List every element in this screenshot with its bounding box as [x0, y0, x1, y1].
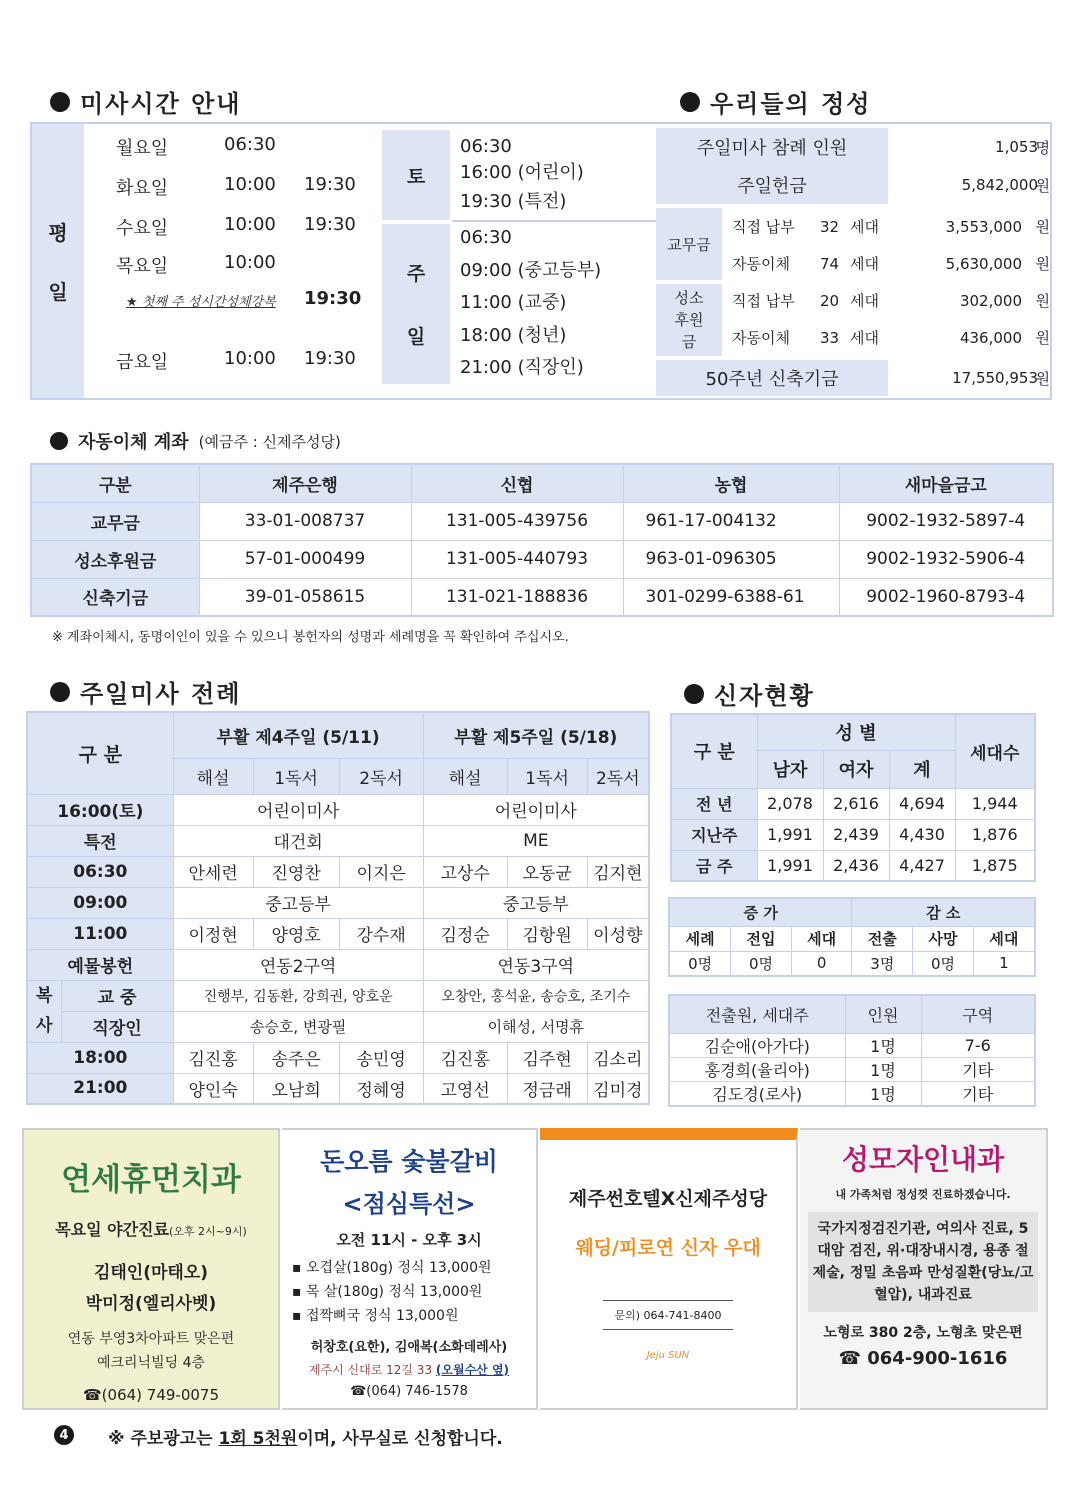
group-label: 교무금 — [656, 208, 722, 280]
cell: 송주은 — [253, 1042, 339, 1073]
cell: 송민영 — [339, 1042, 423, 1073]
accounts-note: ※ 계좌이체시, 동명이인이 있을 수 있으니 봉헌자의 성명과 세례명을 꼭 확인하여 주십시오. — [52, 630, 569, 645]
table-row — [27, 856, 649, 887]
row-label: 신축기금 — [31, 578, 199, 616]
bullet-icon — [680, 92, 700, 112]
ad-address: 예크리닉빌딩 4층 — [96, 1355, 206, 1371]
table-row — [31, 540, 1053, 578]
ad-subtitle: <점심특선> — [342, 1190, 476, 1218]
row-label: 성소후원금 — [31, 540, 199, 578]
table-header: 세대 — [791, 926, 852, 951]
table-header: 구 분 — [27, 712, 173, 794]
row-label: 직장인 — [61, 1011, 173, 1042]
ad-title: 성모자인내과 — [841, 1143, 1005, 1176]
week4-header: 부활 제4주일 (5/11) — [173, 712, 423, 758]
cell: 연동3구역 — [423, 949, 649, 980]
table-header: 구역 — [921, 995, 1035, 1033]
mass-time: 19:30 (특전) — [460, 191, 567, 212]
ad-subtitle: 웨딩/피로연 신자 우대 — [575, 1237, 761, 1259]
cell: 김지현 — [587, 856, 649, 887]
table-row — [27, 1042, 649, 1073]
cell: 기타 — [921, 1081, 1035, 1106]
offering-title: 우리들의 정성 — [680, 84, 871, 119]
cell: 4,694 — [889, 788, 955, 819]
cell: 1 — [973, 951, 1035, 976]
cell: 양영호 — [253, 918, 339, 949]
cell: 중고등부 — [423, 887, 649, 918]
cell: ME — [423, 825, 649, 856]
table-header: 감 소 — [852, 898, 1035, 926]
mass-row: ★ 첫째 주 성시간성체강복 19:30 — [126, 288, 362, 310]
ad-address: 연동 부영3차아파트 맞은편 — [67, 1331, 235, 1347]
row-label: 11:00 — [27, 918, 173, 949]
bullet-icon — [50, 682, 70, 702]
mass-time: 11:00 (교중) — [460, 292, 567, 313]
cell: 김항원 — [507, 918, 587, 949]
table-header: 세례 — [669, 926, 731, 951]
table-row — [31, 502, 1053, 540]
cell: 0명 — [731, 951, 792, 976]
cell: 홍경희(율리아) — [669, 1057, 845, 1081]
cell: 어린이미사 — [423, 794, 649, 825]
cell: 정금래 — [507, 1073, 587, 1104]
account-number: 9002-1932-5897-4 — [839, 502, 1053, 540]
liturgy-table — [26, 711, 650, 1105]
table-row — [27, 825, 649, 856]
table-header: 세대수 — [955, 714, 1035, 788]
ad-phone: ☎(064) 749-0075 — [82, 1386, 219, 1404]
row-label: 교 중 — [61, 980, 173, 1011]
mass-time: 18:00 (청년) — [460, 324, 567, 346]
table-row — [27, 887, 649, 918]
cell: 1,991 — [757, 850, 823, 881]
cell: 정혜영 — [339, 1073, 423, 1104]
unit: 명 — [1035, 138, 1050, 157]
sub-header: 2독서 — [587, 758, 649, 794]
account-number: 131-021-188836 — [411, 578, 623, 616]
collection-value: 5,842,000 — [961, 176, 1038, 194]
sun-times — [460, 222, 660, 385]
table-row — [27, 1011, 649, 1042]
page-number: 4 — [54, 1425, 74, 1445]
table-row — [669, 1033, 1035, 1057]
menu-item: ▪ 목 살(180g) 정식 13,000원 — [292, 1284, 483, 1300]
ad-tagline: 내 가족처럼 정성껏 진료하겠습니다. — [835, 1188, 1011, 1201]
ad-phone: 문의) 064-741-8400 — [603, 1300, 733, 1330]
account-number: 961-17-004132 — [623, 502, 839, 540]
collection-label: 주일헌금 — [656, 166, 888, 204]
mass-time: 06:30 — [460, 227, 512, 248]
ad-title: 연세휴먼치과 — [61, 1162, 241, 1198]
cell: 연동2구역 — [173, 949, 423, 980]
row-label: 16:00(토) — [27, 794, 173, 825]
table-row — [27, 918, 649, 949]
sat-times — [460, 134, 660, 217]
table-row — [671, 819, 1035, 850]
table-row — [669, 1081, 1035, 1106]
cell: 1명 — [845, 1057, 921, 1081]
cell: 오동균 — [507, 856, 587, 887]
sub-header: 1독서 — [507, 758, 587, 794]
cell: 이해성, 서명휴 — [423, 1011, 649, 1042]
row-label: 09:00 — [27, 887, 173, 918]
cell: 고상수 — [423, 856, 507, 887]
cell: 2,078 — [757, 788, 823, 819]
sub-header: 해설 — [423, 758, 507, 794]
table-header: 제주은행 — [199, 464, 411, 502]
cell: 김진홍 — [173, 1042, 253, 1073]
cell: 진행부, 김동환, 강희권, 양호운 — [173, 980, 423, 1011]
fund-label: 50주년 신축기금 — [656, 360, 888, 396]
table-header: 남자 — [757, 750, 823, 788]
fund-value: 17,550,953 — [952, 369, 1038, 387]
cell: 대건회 — [173, 825, 423, 856]
table-header: 사망 — [913, 926, 974, 951]
table-header: 농협 — [623, 464, 839, 502]
table-header: 전출원, 세대주 — [669, 995, 845, 1033]
account-number: 301-0299-6388-61 — [623, 578, 839, 616]
sun-label: 주 일 — [382, 224, 450, 384]
cell: 0명 — [669, 951, 731, 976]
table-row — [27, 949, 649, 980]
mass-row: 금요일 10:00 19:30 — [116, 348, 356, 373]
offering-panel — [656, 128, 1050, 396]
cell: 어린이미사 — [173, 794, 423, 825]
cell: 양인숙 — [173, 1073, 253, 1104]
table-row — [27, 794, 649, 825]
cell: 김미경 — [587, 1073, 649, 1104]
mass-box — [30, 122, 1052, 400]
row-label: 특전 — [27, 825, 173, 856]
offering-row: 직접 납부 20 세대 302,000 원 — [732, 291, 1050, 310]
row-label: 교무금 — [31, 502, 199, 540]
mass-time: 21:00 (직장인) — [460, 357, 584, 378]
liturgy-title: 주일미사 전례 — [50, 674, 241, 709]
offering-row: 자동이체 74 세대 5,630,000 원 — [732, 254, 1050, 273]
row-label: 18:00 — [27, 1042, 173, 1073]
cell: 중고등부 — [173, 887, 423, 918]
ad-title: 돈오름 숯불갈비 — [320, 1147, 498, 1176]
cell: 김진홍 — [423, 1042, 507, 1073]
table-row — [31, 578, 1053, 616]
table-row — [27, 980, 649, 1011]
table-row — [671, 850, 1035, 881]
account-number: 33-01-008737 — [199, 502, 411, 540]
mass-row: 화요일 10:00 19:30 — [116, 174, 356, 199]
ad-menu — [282, 1256, 536, 1328]
sub-header: 1독서 — [253, 758, 339, 794]
accounts-table — [30, 463, 1054, 617]
cell: 3명 — [852, 951, 913, 976]
mass-row: 수요일 10:00 19:30 — [116, 214, 356, 239]
cell: 4,430 — [889, 819, 955, 850]
weekday-list — [116, 134, 396, 384]
cell: 기타 — [921, 1057, 1035, 1081]
offering-row: 자동이체 33 세대 436,000 원 — [732, 328, 1050, 347]
unit: 원 — [1035, 369, 1050, 388]
cell: 오창안, 홍석윤, 송승호, 조기수 — [423, 980, 649, 1011]
cell: 이지은 — [339, 856, 423, 887]
ad-hours: 목요일 야간진료(오후 2시~9시) — [55, 1220, 247, 1239]
group-label: 성소 후원금 — [656, 284, 722, 356]
table-header: 여자 — [823, 750, 889, 788]
ad-address: 노형로 380 2층, 노형초 맞은편 — [823, 1325, 1023, 1341]
mass-time: 16:00 (어린이) — [460, 162, 584, 183]
row-label: 전 년 — [671, 788, 757, 819]
table-header: 구 분 — [671, 714, 757, 788]
row-label: 21:00 — [27, 1073, 173, 1104]
ad-title: 제주썬호텔X신제주성당 — [568, 1188, 768, 1210]
ad-dental — [22, 1128, 280, 1410]
table-header: 세대 — [973, 926, 1035, 951]
group-rows — [732, 208, 1050, 356]
sun-logo: Jeju SUN — [646, 1350, 690, 1361]
table-header: 증 가 — [669, 898, 852, 926]
bullet-icon — [50, 92, 70, 112]
cell: 4,427 — [889, 850, 955, 881]
cell: 이정현 — [173, 918, 253, 949]
members-title: 신자현황 — [684, 676, 815, 711]
cell: 김도경(로사) — [669, 1081, 845, 1106]
cell: 7-6 — [921, 1033, 1035, 1057]
cell: 고영선 — [423, 1073, 507, 1104]
change-table — [668, 897, 1036, 977]
account-number: 57-01-000499 — [199, 540, 411, 578]
mass-row: 월요일 06:30 — [116, 134, 276, 159]
account-number: 131-005-440793 — [411, 540, 623, 578]
table-header: 전입 — [731, 926, 792, 951]
ad-phone: ☎(064) 746-1578 — [350, 1384, 468, 1399]
unit: 원 — [1035, 176, 1050, 195]
table-header: 성 별 — [757, 714, 955, 750]
cell: 송승호, 변광필 — [173, 1011, 423, 1042]
move-table — [668, 994, 1036, 1107]
bok-label: 복 사 — [27, 980, 61, 1042]
table-header: 구분 — [31, 464, 199, 502]
cell: 김순애(아가다) — [669, 1033, 845, 1057]
table-header: 인원 — [845, 995, 921, 1033]
menu-item: ▪ 오겹살(180g) 정식 13,000원 — [292, 1260, 492, 1276]
ad-doctor: 박미정(엘리사벳) — [85, 1294, 217, 1314]
ad-doctor: 김태인(마태오) — [93, 1263, 209, 1283]
cell: 1명 — [845, 1081, 921, 1106]
table-row — [671, 788, 1035, 819]
cell: 오남희 — [253, 1073, 339, 1104]
attendance-label: 주일미사 참례 인원 — [656, 128, 888, 166]
weekday-label: 평 일 — [32, 124, 84, 398]
cell: 이성향 — [587, 918, 649, 949]
row-label: 금 주 — [671, 850, 757, 881]
menu-item: ▪ 접짝뼈국 정식 13,000원 — [292, 1308, 459, 1324]
table-header: 전출 — [852, 926, 913, 951]
cell: 1,944 — [955, 788, 1035, 819]
cell: 2,616 — [823, 788, 889, 819]
cell: 1,875 — [955, 850, 1035, 881]
cell: 안세련 — [173, 856, 253, 887]
table-row — [27, 1073, 649, 1104]
attendance-value: 1,053 — [995, 138, 1038, 156]
sub-header: 2독서 — [339, 758, 423, 794]
accounts-title: 자동이체 계좌 (예금주 : 신제주성당) — [50, 428, 341, 454]
cell: 김소리 — [587, 1042, 649, 1073]
sat-label: 토 — [382, 130, 450, 220]
account-number: 39-01-058615 — [199, 578, 411, 616]
table-header: 계 — [889, 750, 955, 788]
account-number: 9002-1960-8793-4 — [839, 578, 1053, 616]
footer-note: ※ 주보광고는 1회 5천원이며, 사무실로 신청합니다. — [108, 1429, 503, 1449]
account-number: 9002-1932-5906-4 — [839, 540, 1053, 578]
cell: 1,876 — [955, 819, 1035, 850]
account-number: 963-01-096305 — [623, 540, 839, 578]
offering-row: 직접 납부 32 세대 3,553,000 원 — [732, 217, 1050, 236]
cell: 0명 — [913, 951, 974, 976]
cell: 1,991 — [757, 819, 823, 850]
cell: 1명 — [845, 1033, 921, 1057]
ad-time: 오전 11시 - 오후 3시 — [336, 1231, 482, 1249]
ad-hotel — [540, 1128, 798, 1410]
table-row — [669, 951, 1035, 976]
ad-clinic — [800, 1128, 1048, 1410]
bullet-icon — [684, 684, 704, 704]
ad-owner: 허창호(요한), 김애복(소화데레사) — [310, 1340, 508, 1355]
cell: 2,439 — [823, 819, 889, 850]
members-table — [670, 713, 1036, 882]
week5-header: 부활 제5주일 (5/18) — [423, 712, 649, 758]
cell: 0 — [791, 951, 852, 976]
bullet-icon — [50, 432, 68, 450]
account-number: 131-005-439756 — [411, 502, 623, 540]
cell: 2,436 — [823, 850, 889, 881]
ad-body: 국가지정검진기관, 여의사 진료, 5대암 검진, 위·대장내시경, 용종 절제술, 정밀 초음파 만성질환(당뇨/고혈압), 내과진료 — [808, 1212, 1038, 1312]
ad-address: 제주시 신대로 12길 33 (오월수산 옆) — [308, 1363, 510, 1377]
row-label: 지난주 — [671, 819, 757, 850]
row-label: 06:30 — [27, 856, 173, 887]
mass-title: 미사시간 안내 — [50, 84, 241, 119]
ad-phone: ☎ 064-900-1616 — [838, 1348, 1008, 1369]
sub-header: 해설 — [173, 758, 253, 794]
cell: 진영찬 — [253, 856, 339, 887]
mass-time: 06:30 — [460, 136, 512, 157]
mass-row: 목요일 10:00 — [116, 252, 276, 277]
table-header: 신협 — [411, 464, 623, 502]
mass-time: 09:00 (중고등부) — [460, 259, 602, 281]
table-header: 새마을금고 — [839, 464, 1053, 502]
ad-galbi — [282, 1128, 538, 1410]
cell: 김정순 — [423, 918, 507, 949]
cell: 김주현 — [507, 1042, 587, 1073]
cell: 강수재 — [339, 918, 423, 949]
row-label: 예물봉헌 — [27, 949, 173, 980]
table-row — [669, 1057, 1035, 1081]
